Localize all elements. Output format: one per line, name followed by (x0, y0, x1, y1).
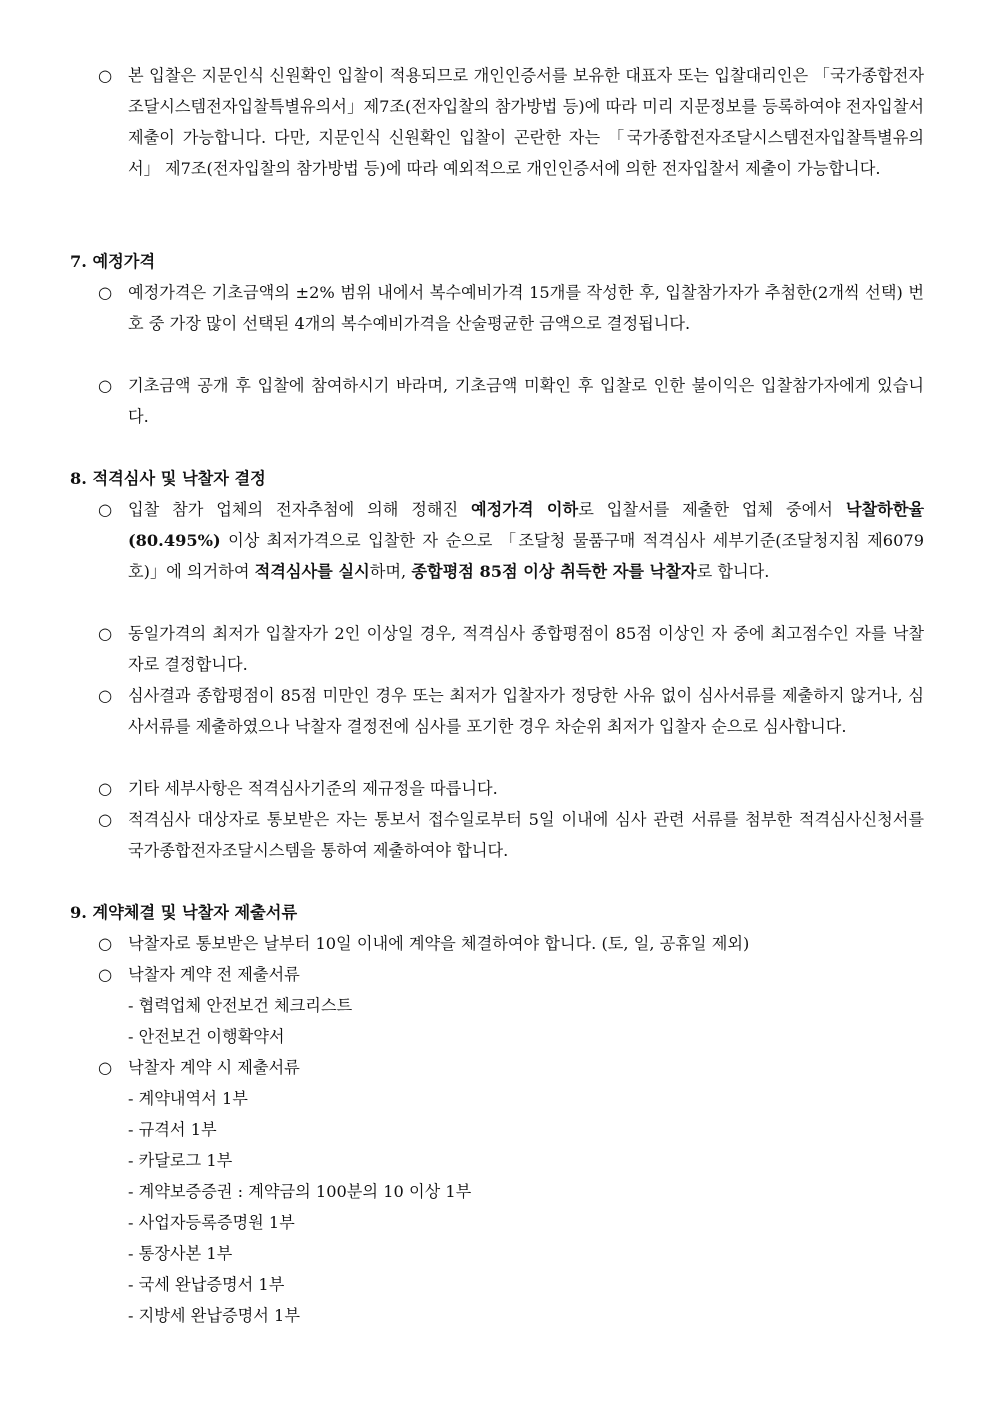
section-9-item-2 (98, 959, 924, 990)
section-8-item-5-text: 적격심사 대상자로 통보받은 자는 통보서 접수일로부터 5일 이내에 심사 관련 서류를 첨부한 적격심사신청서를 국가종합전자조달시스템을 통하여 제출하여야 합니다. (128, 810, 924, 860)
section-8-heading: 8. 적격심사 및 낙찰자 결정 (70, 469, 266, 488)
circle-bullet-icon: ○ (98, 283, 113, 302)
section-8-item-4 (98, 773, 924, 804)
section-9-item-3-title: 낙찰자 계약 시 제출서류 (128, 1058, 300, 1077)
circle-bullet-icon: ○ (98, 376, 113, 395)
contract-doc-item: - 계약내역서 1부 (128, 1089, 248, 1108)
circle-bullet-icon: ○ (98, 500, 113, 519)
section-8-item-2 (98, 618, 924, 680)
circle-bullet-icon: ○ (98, 779, 113, 798)
pre-contract-doc-item: - 안전보건 이행확약서 (128, 1027, 285, 1046)
section-8-item-4-text: 기타 세부사항은 적격심사기준의 제규정을 따릅니다. (128, 779, 498, 798)
section-7-item-2 (98, 370, 924, 432)
contract-doc-item: - 통장사본 1부 (128, 1244, 233, 1263)
intro-text: 본 입찰은 지문인식 신원확인 입찰이 적용되므로 개인인증서를 보유한 대표자 또는 입찰대리인은 「국가종합전자조달시스템전자입찰특별유의서」제7조(전자입찰의 참가방법 등)에 따라 미리 지문정보를 등록하여야 전자입찰서 제출이 가능합니다. 다만, 지문인식 신원확인 입찰이 곤란한 자는 「국가종합전자조달시스템전자입찰특별유의서」 제7조(전자입찰의 참가방법 등)에 따라 예외적으로 개인인증서에 의한 전자입찰서 제출이 가능합니다. (128, 66, 924, 178)
circle-bullet-icon: ○ (98, 1058, 113, 1077)
section-8-item-5 (98, 804, 924, 866)
contract-doc-item: - 계약보증증권 : 계약금의 100분의 10 이상 1부 (128, 1182, 472, 1201)
contract-doc-item: - 지방세 완납증명서 1부 (128, 1306, 300, 1325)
section-8-item-3 (98, 680, 924, 742)
section-7-item-1-text: 예정가격은 기초금액의 ±2% 범위 내에서 복수예비가격 15개를 작성한 후, 입찰참가자가 추첨한(2개씩 선택) 번호 중 가장 많이 선택된 4개의 복수예비가격을 산술평균한 금액으로 결정됩니다. (128, 283, 924, 333)
circle-bullet-icon: ○ (98, 624, 113, 643)
contract-doc-item: - 국세 완납증명서 1부 (128, 1275, 285, 1294)
section-9-heading: 9. 계약체결 및 낙찰자 제출서류 (70, 903, 298, 922)
section-7-item-2-text: 기초금액 공개 후 입찰에 참여하시기 바라며, 기초금액 미확인 후 입찰로 인한 불이익은 입찰참가자에게 있습니다. (128, 376, 924, 426)
contract-doc-item: - 규격서 1부 (128, 1120, 217, 1139)
section-7-item-1 (98, 277, 924, 339)
section-9-item-1 (98, 928, 924, 959)
circle-bullet-icon: ○ (98, 66, 113, 85)
bold-estimated-price: 예정가격 이하 (471, 500, 579, 519)
pre-contract-doc-item: - 협력업체 안전보건 체크리스트 (128, 996, 353, 1015)
section-8-item-3-text: 심사결과 종합평점이 85점 미만인 경우 또는 최저가 입찰자가 정당한 사유 없이 심사서류를 제출하지 않거나, 심사서류를 제출하였으나 낙찰자 결정전에 심사를 포기한 경우 차순위 최저가 입찰자 순으로 심사합니다. (128, 686, 924, 736)
section-9-item-2-title: 낙찰자 계약 전 제출서류 (128, 965, 300, 984)
section-7-heading: 7. 예정가격 (70, 252, 156, 271)
contract-doc-item: - 카달로그 1부 (128, 1151, 233, 1170)
circle-bullet-icon: ○ (98, 686, 113, 705)
section-9-item-3 (98, 1052, 924, 1083)
bold-winner-criteria: 종합평점 85점 이상 취득한 자를 낙찰자 (411, 562, 697, 581)
bold-lower-limit-rate: 낙찰하한율(80.495%) (128, 500, 924, 550)
bold-qualification-review: 적격심사를 실시 (254, 562, 370, 581)
section-8-item-2-text: 동일가격의 최저가 입찰자가 2인 이상일 경우, 적격심사 종합평점이 85점 이상인 자 중에 최고점수인 자를 낙찰자로 결정합니다. (128, 624, 924, 674)
intro-paragraph (98, 60, 924, 184)
section-8-item-1-text: 입찰 참가 업체의 전자추첨에 의해 정해진 예정가격 이하로 입찰서를 제출한 업체 중에서 낙찰하한율(80.495%) 이상 최저가격으로 입찰한 자 순으로 「조달청 물품구매 적격심사 세부기준(조달청지침 제6079호)」에 의거하여 적격심사를 실시하며, 종합평점 85점 이상 취득한 자를 낙찰자로 합니다. (128, 500, 924, 581)
contract-doc-item: - 사업자등록증명원 1부 (128, 1213, 295, 1232)
section-9-item-1-text: 낙찰자로 통보받은 날부터 10일 이내에 계약을 체결하여야 합니다. (토, 일, 공휴일 제외) (128, 934, 750, 953)
circle-bullet-icon: ○ (98, 810, 113, 829)
circle-bullet-icon: ○ (98, 934, 113, 953)
section-8-item-1 (98, 494, 924, 587)
circle-bullet-icon: ○ (98, 965, 113, 984)
